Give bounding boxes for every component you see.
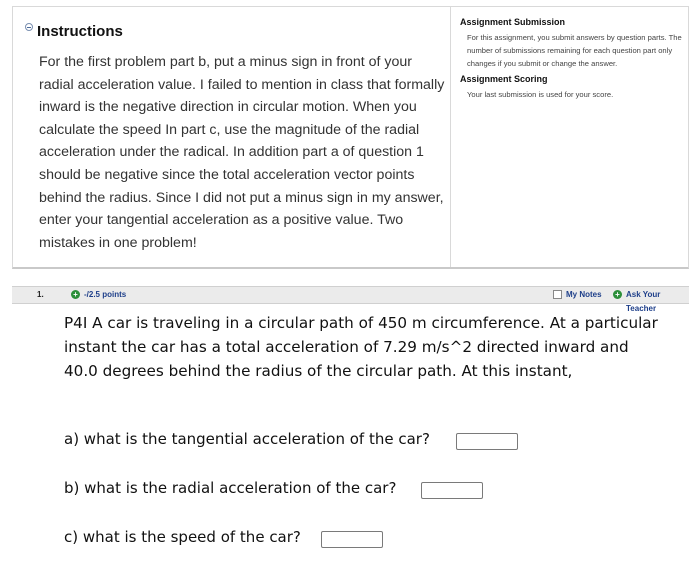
- part-b-answer-input[interactable]: [421, 482, 483, 499]
- plus-icon[interactable]: +: [71, 290, 80, 299]
- ask-teacher-icon[interactable]: +: [613, 290, 622, 299]
- part-b-label: b) what is the radial acceleration of the car?: [64, 479, 397, 497]
- assignment-scoring-heading: Assignment Scoring: [460, 74, 548, 84]
- collapse-icon[interactable]: [25, 23, 33, 31]
- part-a-label: a) what is the tangential acceleration of the car?: [64, 430, 430, 448]
- instructions-panel: [13, 7, 451, 267]
- question-points: -/2.5 points: [84, 290, 127, 299]
- instructions-body: For the first problem part b, put a minus sign in front of your radial acceleration value. I failed to mention in class that formally inward is the negative direction in circular motion. When you calculate the speed In part c, use the magnitude of the radial acceleration under the radical. In addition part a of question 1 should be negative since the total acceleration vector points behind the radius. Since I did not put a minus sign in my answer, enter your tangential acceleration as a positive value. Two mistakes in one problem!: [39, 54, 445, 251]
- question-header-bar: [12, 286, 689, 313]
- assignment-submission-text: For this assignment, you submit answers by question parts. The number of submissions remaining for each question part only changes if you submit or change the answer.: [467, 33, 682, 68]
- instructions-title: Instructions: [37, 23, 123, 40]
- my-notes-link[interactable]: My Notes: [566, 290, 602, 299]
- question-number: 1.: [37, 290, 44, 299]
- ask-teacher-link[interactable]: Ask Your Teacher: [626, 290, 661, 313]
- part-c-answer-input[interactable]: [321, 531, 383, 548]
- top-panel: [12, 6, 689, 269]
- problem-text: P4I A car is traveling in a circular path of 450 m circumference. At a particular instant the car has a total acceleration of 7.29 m/s^2 directed inward and 40.0 degrees behind the radius of the circular path. At this instant,: [64, 314, 658, 380]
- assignment-scoring-text: Your last submission is used for your score.: [467, 90, 614, 99]
- my-notes-checkbox[interactable]: [553, 290, 562, 299]
- part-a-answer-input[interactable]: [456, 433, 518, 450]
- part-c-label: c) what is the speed of the car?: [64, 528, 301, 546]
- assignment-submission-heading: Assignment Submission: [460, 17, 566, 27]
- assignment-info: [459, 16, 689, 101]
